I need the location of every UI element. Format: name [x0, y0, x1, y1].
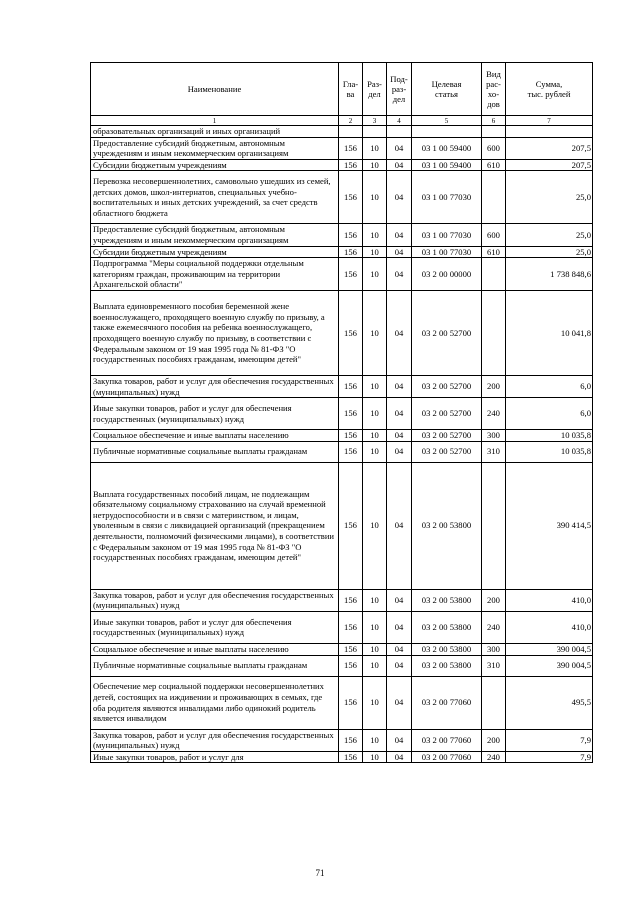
cell-glava: 156	[339, 676, 363, 729]
cell-razdel: 10	[363, 751, 387, 763]
cell-expense-type: 240	[482, 611, 506, 643]
cell-target: 03 1 00 77030	[412, 171, 482, 224]
cell-target: 03 2 00 52700	[412, 375, 482, 397]
cell-glava: 156	[339, 224, 363, 246]
page-number: 71	[315, 868, 325, 878]
cell-glava: 156	[339, 729, 363, 751]
cell-sum: 390 414,5	[506, 462, 593, 589]
cell-name: Обеспечение мер социальной поддержки несовершеннолетних детей, состоящих на иждивении и проживающих в семьях, где оба родителя являются инвалидами либо одинокий родитель является инвалидом	[91, 676, 339, 729]
cell-expense-type: 200	[482, 375, 506, 397]
cell-glava: 156	[339, 430, 363, 442]
cell-razdel: 10	[363, 171, 387, 224]
cell-podrazdel: 04	[387, 159, 412, 171]
table-row	[91, 589, 593, 611]
column-number: 6	[482, 116, 506, 126]
cell-sum: 10 035,8	[506, 441, 593, 462]
cell-name: Предоставление субсидий бюджетным, автономным учреждениям и иным некоммерческим организациям	[91, 137, 339, 159]
column-number: 4	[387, 116, 412, 126]
cell-sum: 25,0	[506, 224, 593, 246]
table-row	[91, 126, 593, 138]
cell-glava: 156	[339, 655, 363, 676]
cell-sum: 7,9	[506, 729, 593, 751]
table-row	[91, 643, 593, 655]
cell-expense-type: 200	[482, 729, 506, 751]
cell-sum: 390 004,5	[506, 643, 593, 655]
cell-target: 03 1 00 77030	[412, 224, 482, 246]
cell-expense-type: 310	[482, 655, 506, 676]
budget-table	[90, 62, 593, 763]
cell-razdel: 10	[363, 290, 387, 375]
cell-name: Закупка товаров, работ и услуг для обеспечения государственных (муниципальных) нужд	[91, 729, 339, 751]
cell-name: Субсидии бюджетным учреждениям	[91, 246, 339, 258]
cell-glava: 156	[339, 258, 363, 291]
cell-podrazdel: 04	[387, 589, 412, 611]
cell-name: Социальное обеспечение и иные выплаты населению	[91, 643, 339, 655]
cell-expense-type	[482, 171, 506, 224]
cell-podrazdel: 04	[387, 729, 412, 751]
cell-razdel: 10	[363, 462, 387, 589]
cell-target: 03 2 00 52700	[412, 290, 482, 375]
cell-podrazdel: 04	[387, 398, 412, 430]
cell-glava: 156	[339, 611, 363, 643]
header-expense-type: Вид рас- хо- дов	[482, 63, 506, 116]
cell-name: Закупка товаров, работ и услуг для обеспечения государственных (муниципальных) нужд	[91, 375, 339, 397]
cell-razdel: 10	[363, 643, 387, 655]
cell-target	[412, 126, 482, 138]
table-row	[91, 676, 593, 729]
cell-name: Выплата единовременного пособия беременной жене военнослужащего, проходящего военную службу по призыву, а также ежемесячного пособия на ребенка военнослужащего, проходящего военную службу по призыву, в соответствии с Федеральным законом от 19 мая 1995 года № 81-ФЗ "О государственных пособиях гражданам, имеющим детей"	[91, 290, 339, 375]
cell-sum: 10 035,8	[506, 430, 593, 442]
cell-name: Иные закупки товаров, работ и услуг для обеспечения государственных (муниципальных) нужд	[91, 611, 339, 643]
cell-podrazdel: 04	[387, 290, 412, 375]
cell-glava: 156	[339, 290, 363, 375]
cell-sum: 390 004,5	[506, 655, 593, 676]
table-row	[91, 398, 593, 430]
column-number: 1	[91, 116, 339, 126]
cell-podrazdel: 04	[387, 655, 412, 676]
cell-razdel: 10	[363, 729, 387, 751]
cell-glava	[339, 126, 363, 138]
cell-glava: 156	[339, 751, 363, 763]
cell-sum: 6,0	[506, 398, 593, 430]
cell-name: Перевозка несовершеннолетних, самовольно ушедших из семей, детских домов, школ-интернатов, специальных учебно-воспитательных и иных детских учреждений, за счет средств областного бюджета	[91, 171, 339, 224]
header-podrazdel: Под- раз- дел	[387, 63, 412, 116]
cell-podrazdel: 04	[387, 430, 412, 442]
cell-razdel: 10	[363, 224, 387, 246]
table-row	[91, 375, 593, 397]
cell-sum: 207,5	[506, 159, 593, 171]
cell-name: Предоставление субсидий бюджетным, автономным учреждениям и иным некоммерческим организациям	[91, 224, 339, 246]
cell-razdel: 10	[363, 441, 387, 462]
cell-target: 03 1 00 59400	[412, 137, 482, 159]
column-number: 5	[412, 116, 482, 126]
table-row	[91, 258, 593, 291]
cell-glava: 156	[339, 643, 363, 655]
cell-name: Субсидии бюджетным учреждениям	[91, 159, 339, 171]
cell-target: 03 1 00 59400	[412, 159, 482, 171]
cell-glava: 156	[339, 462, 363, 589]
cell-podrazdel: 04	[387, 676, 412, 729]
cell-razdel: 10	[363, 655, 387, 676]
cell-target: 03 2 00 52700	[412, 441, 482, 462]
table-row	[91, 611, 593, 643]
cell-target: 03 2 00 52700	[412, 398, 482, 430]
cell-name: Закупка товаров, работ и услуг для обеспечения государственных (муниципальных) нужд	[91, 589, 339, 611]
table-body	[91, 126, 593, 763]
cell-target: 03 1 00 77030	[412, 246, 482, 258]
cell-name: Иные закупки товаров, работ и услуг для	[91, 751, 339, 763]
cell-expense-type: 600	[482, 224, 506, 246]
cell-podrazdel	[387, 126, 412, 138]
cell-target: 03 2 00 52700	[412, 430, 482, 442]
cell-razdel: 10	[363, 430, 387, 442]
table-row	[91, 290, 593, 375]
cell-razdel: 10	[363, 246, 387, 258]
cell-sum: 207,5	[506, 137, 593, 159]
cell-name: Иные закупки товаров, работ и услуг для обеспечения государственных (муниципальных) нужд	[91, 398, 339, 430]
cell-razdel: 10	[363, 137, 387, 159]
cell-expense-type: 200	[482, 589, 506, 611]
cell-expense-type: 240	[482, 751, 506, 763]
cell-glava: 156	[339, 171, 363, 224]
cell-expense-type	[482, 258, 506, 291]
cell-glava: 156	[339, 159, 363, 171]
cell-glava: 156	[339, 246, 363, 258]
cell-name: Публичные нормативные социальные выплаты гражданам	[91, 655, 339, 676]
cell-podrazdel: 04	[387, 643, 412, 655]
cell-target: 03 2 00 77060	[412, 729, 482, 751]
cell-glava: 156	[339, 398, 363, 430]
table-row	[91, 441, 593, 462]
cell-expense-type: 610	[482, 246, 506, 258]
header-target: Целевая статья	[412, 63, 482, 116]
cell-podrazdel: 04	[387, 137, 412, 159]
header-row	[91, 63, 593, 116]
cell-sum: 6,0	[506, 375, 593, 397]
cell-podrazdel: 04	[387, 258, 412, 291]
cell-sum: 495,5	[506, 676, 593, 729]
cell-razdel: 10	[363, 676, 387, 729]
table-row	[91, 462, 593, 589]
cell-razdel: 10	[363, 159, 387, 171]
cell-podrazdel: 04	[387, 171, 412, 224]
cell-expense-type	[482, 676, 506, 729]
cell-podrazdel: 04	[387, 224, 412, 246]
cell-sum: 1 738 848,6	[506, 258, 593, 291]
table-row	[91, 246, 593, 258]
cell-sum: 7,9	[506, 751, 593, 763]
cell-expense-type: 310	[482, 441, 506, 462]
cell-glava: 156	[339, 589, 363, 611]
table-row	[91, 171, 593, 224]
cell-target: 03 2 00 53800	[412, 643, 482, 655]
cell-razdel: 10	[363, 398, 387, 430]
table-row	[91, 159, 593, 171]
cell-target: 03 2 00 77060	[412, 676, 482, 729]
cell-podrazdel: 04	[387, 246, 412, 258]
cell-expense-type	[482, 462, 506, 589]
cell-target: 03 2 00 77060	[412, 751, 482, 763]
cell-glava: 156	[339, 137, 363, 159]
cell-name: Выплата государственных пособий лицам, не подлежащим обязательному социальному страхованию на случай временной нетрудоспособности и в связи с материнством, и лицам, уволенным в связи с ликвидацией организаций (прекращением деятельности, полномочий физическими лицами), в соответствии с Федеральным законом от 19 мая 1995 года № 81-ФЗ "О государственных пособиях гражданам, имеющим детей"	[91, 462, 339, 589]
header-name: Наименование	[91, 63, 339, 116]
cell-target: 03 2 00 53800	[412, 611, 482, 643]
cell-razdel: 10	[363, 589, 387, 611]
cell-expense-type: 300	[482, 430, 506, 442]
cell-expense-type: 600	[482, 137, 506, 159]
cell-expense-type: 300	[482, 643, 506, 655]
cell-sum: 410,0	[506, 589, 593, 611]
table-row	[91, 729, 593, 751]
cell-sum	[506, 126, 593, 138]
cell-razdel: 10	[363, 258, 387, 291]
table-row	[91, 655, 593, 676]
column-number: 3	[363, 116, 387, 126]
cell-name: Социальное обеспечение и иные выплаты населению	[91, 430, 339, 442]
cell-sum: 25,0	[506, 246, 593, 258]
cell-target: 03 2 00 53800	[412, 655, 482, 676]
cell-sum: 25,0	[506, 171, 593, 224]
cell-podrazdel: 04	[387, 441, 412, 462]
table-row	[91, 430, 593, 442]
table-row	[91, 751, 593, 763]
table-row	[91, 224, 593, 246]
cell-expense-type	[482, 126, 506, 138]
cell-razdel	[363, 126, 387, 138]
cell-razdel: 10	[363, 611, 387, 643]
cell-expense-type: 240	[482, 398, 506, 430]
column-number: 2	[339, 116, 363, 126]
cell-name: образовательных организаций и иных организаций	[91, 126, 339, 138]
table-row	[91, 137, 593, 159]
header-sum: Сумма, тыс. рублей	[506, 63, 593, 116]
column-number-row	[91, 116, 593, 126]
cell-target: 03 2 00 00000	[412, 258, 482, 291]
cell-expense-type: 610	[482, 159, 506, 171]
cell-expense-type	[482, 290, 506, 375]
cell-podrazdel: 04	[387, 611, 412, 643]
cell-podrazdel: 04	[387, 751, 412, 763]
header-glava: Гла- ва	[339, 63, 363, 116]
cell-target: 03 2 00 53800	[412, 589, 482, 611]
cell-podrazdel: 04	[387, 375, 412, 397]
cell-name: Публичные нормативные социальные выплаты гражданам	[91, 441, 339, 462]
cell-target: 03 2 00 53800	[412, 462, 482, 589]
cell-glava: 156	[339, 375, 363, 397]
cell-razdel: 10	[363, 375, 387, 397]
header-razdel: Раз- дел	[363, 63, 387, 116]
cell-name: Подпрограмма "Меры социальной поддержки отдельным категориям граждан, проживающим на территории Архангельской области"	[91, 258, 339, 291]
cell-glava: 156	[339, 441, 363, 462]
cell-sum: 10 041,8	[506, 290, 593, 375]
column-number: 7	[506, 116, 593, 126]
cell-sum: 410,0	[506, 611, 593, 643]
cell-podrazdel: 04	[387, 462, 412, 589]
